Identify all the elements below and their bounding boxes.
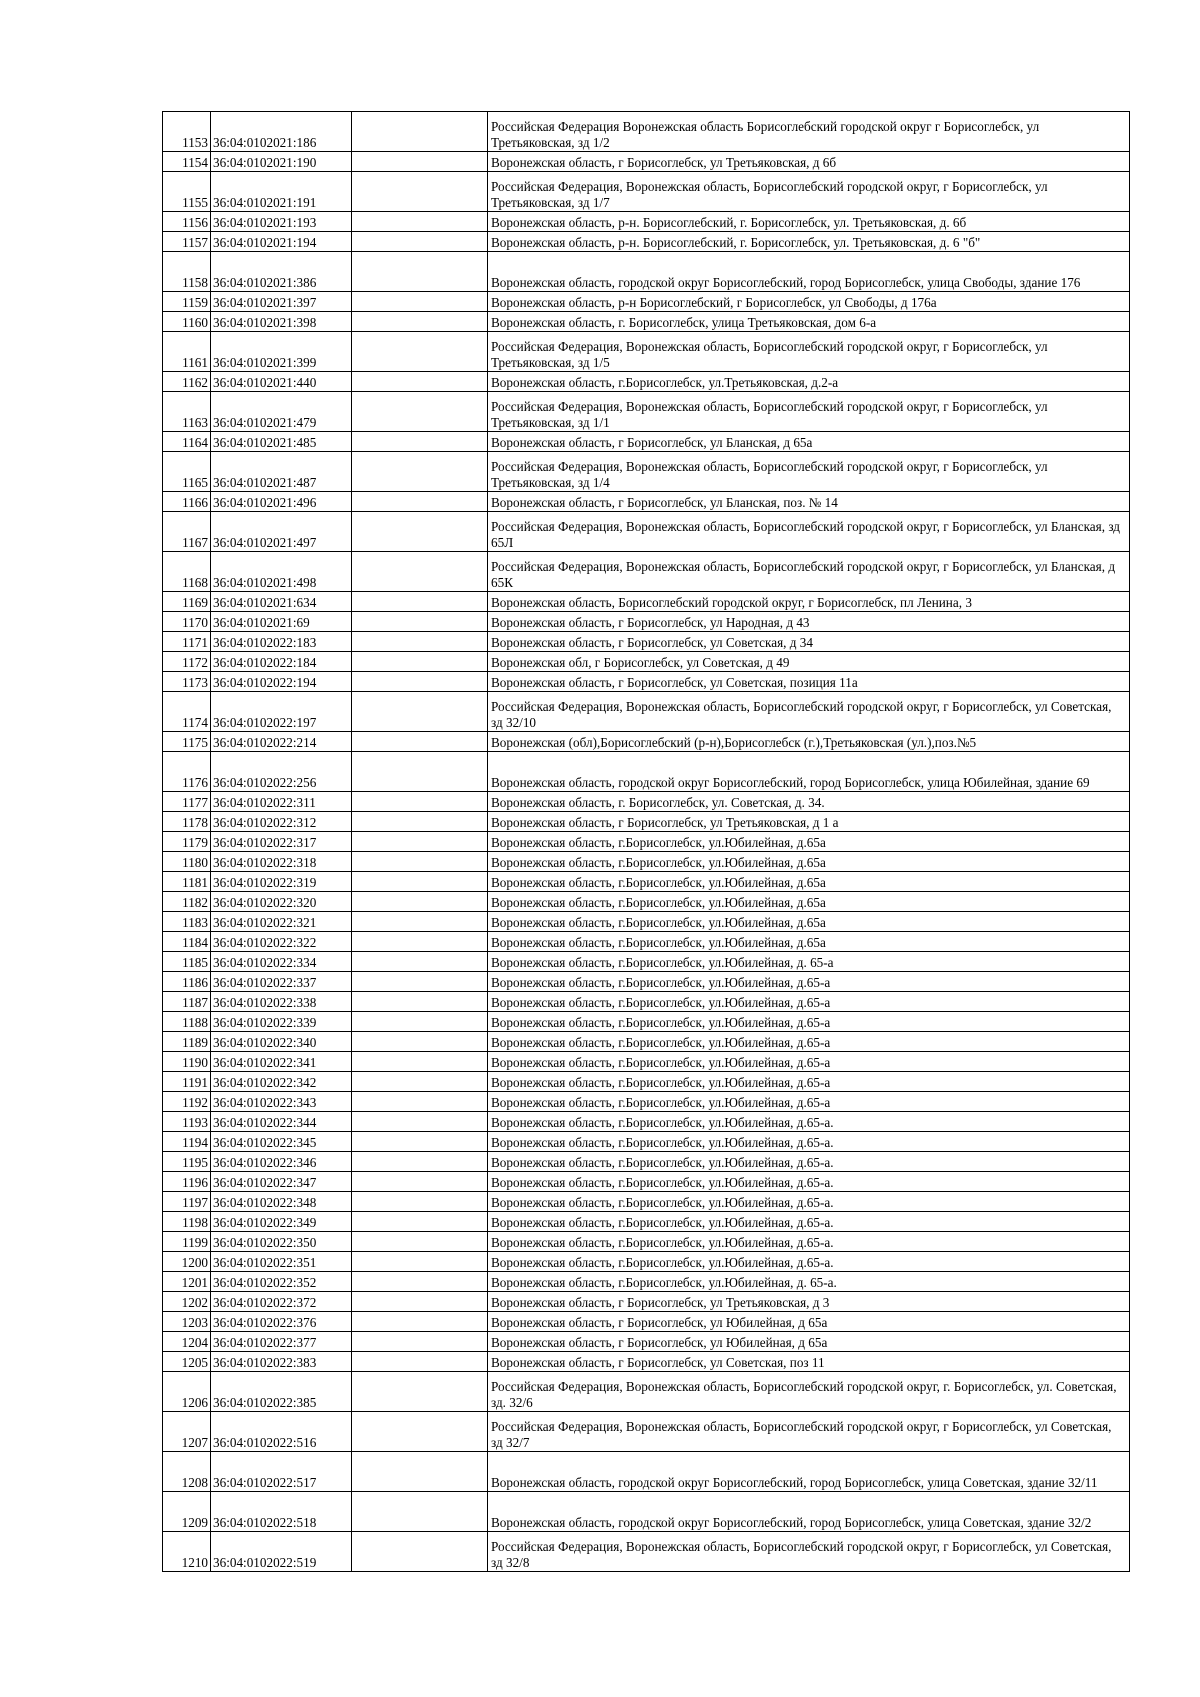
row-number-cell: 1169 — [163, 592, 211, 612]
cadastral-number-cell: 36:04:0102022:256 — [211, 752, 352, 792]
address-cell: Воронежская (обл),Борисоглебский (р-н),Борисоглебск (г.),Третьяковская (ул.),поз.№5 — [488, 732, 1130, 752]
address-cell: Российская Федерация, Воронежская область, Борисоглебский городской округ, г Борисоглебск, ул Третьяковская, зд 1/7 — [488, 172, 1130, 212]
table-row — [163, 652, 1130, 672]
row-number-cell: 1182 — [163, 892, 211, 912]
cadastral-number-cell: 36:04:0102022:347 — [211, 1172, 352, 1192]
address-cell: Воронежская область, г Борисоглебск, ул Бланская, д 65а — [488, 432, 1130, 452]
address-cell: Воронежская область, г.Борисоглебск, ул.Юбилейная, д.65-а — [488, 1052, 1130, 1072]
cadastral-number-cell: 36:04:0102022:351 — [211, 1252, 352, 1272]
row-number-cell: 1209 — [163, 1492, 211, 1532]
cadastral-number-cell: 36:04:0102022:197 — [211, 692, 352, 732]
empty-cell — [352, 232, 488, 252]
address-cell: Воронежская область, г. Борисоглебск, ул. Советская, д. 34. — [488, 792, 1130, 812]
address-cell: Воронежская область, г Борисоглебск, ул Юбилейная, д 65а — [488, 1332, 1130, 1352]
empty-cell — [352, 1252, 488, 1272]
cadastral-number-cell: 36:04:0102022:321 — [211, 912, 352, 932]
row-number-cell: 1194 — [163, 1132, 211, 1152]
empty-cell — [352, 292, 488, 312]
row-number-cell: 1153 — [163, 112, 211, 152]
table-row — [163, 1532, 1130, 1572]
cadastral-number-cell: 36:04:0102021:485 — [211, 432, 352, 452]
row-number-cell: 1179 — [163, 832, 211, 852]
address-cell: Воронежская область, р-н Борисоглебский, г Борисоглебск, ул Свободы, д 176а — [488, 292, 1130, 312]
address-cell: Российская Федерация, Воронежская область, Борисоглебский городской округ, г Борисоглебск, ул Третьяковская, зд 1/1 — [488, 392, 1130, 432]
address-cell: Российская Федерация, Воронежская область, Борисоглебский городской округ, г Борисоглебск, ул Третьяковская, зд 1/4 — [488, 452, 1130, 492]
cadastral-number-cell: 36:04:0102022:516 — [211, 1412, 352, 1452]
row-number-cell: 1205 — [163, 1352, 211, 1372]
empty-cell — [352, 952, 488, 972]
table-row — [163, 972, 1130, 992]
address-cell: Воронежская область, р-н. Борисоглебский, г. Борисоглебск, ул. Третьяковская, д. 6 "б" — [488, 232, 1130, 252]
cadastral-number-cell: 36:04:0102022:377 — [211, 1332, 352, 1352]
address-cell: Воронежская область, г.Борисоглебск, ул.Юбилейная, д.65а — [488, 832, 1130, 852]
table-row — [163, 1332, 1130, 1352]
table-row — [163, 1032, 1130, 1052]
table-row — [163, 112, 1130, 152]
empty-cell — [352, 1292, 488, 1312]
table-row — [163, 1252, 1130, 1272]
table-row — [163, 1492, 1130, 1532]
empty-cell — [352, 872, 488, 892]
row-number-cell: 1206 — [163, 1372, 211, 1412]
cadastral-number-cell: 36:04:0102022:312 — [211, 812, 352, 832]
cadastral-number-cell: 36:04:0102022:376 — [211, 1312, 352, 1332]
table-row — [163, 752, 1130, 792]
cadastral-number-cell: 36:04:0102022:320 — [211, 892, 352, 912]
row-number-cell: 1167 — [163, 512, 211, 552]
empty-cell — [352, 1272, 488, 1292]
empty-cell — [352, 1172, 488, 1192]
row-number-cell: 1191 — [163, 1072, 211, 1092]
cadastral-number-cell: 36:04:0102021:398 — [211, 312, 352, 332]
address-cell: Российская Федерация, Воронежская область, Борисоглебский городской округ, г Борисоглебск, ул Бланская, зд 65Л — [488, 512, 1130, 552]
cadastral-number-cell: 36:04:0102021:193 — [211, 212, 352, 232]
table-row — [163, 1352, 1130, 1372]
row-number-cell: 1154 — [163, 152, 211, 172]
empty-cell — [352, 552, 488, 592]
table-row — [163, 612, 1130, 632]
row-number-cell: 1161 — [163, 332, 211, 372]
row-number-cell: 1204 — [163, 1332, 211, 1352]
empty-cell — [352, 1072, 488, 1092]
row-number-cell: 1162 — [163, 372, 211, 392]
row-number-cell: 1184 — [163, 932, 211, 952]
address-cell: Воронежская область, г.Борисоглебск, ул.Юбилейная, д.65-а. — [488, 1112, 1130, 1132]
table-row — [163, 492, 1130, 512]
cadastral-number-cell: 36:04:0102021:399 — [211, 332, 352, 372]
cadastral-number-cell: 36:04:0102022:183 — [211, 632, 352, 652]
address-cell: Российская Федерация, Воронежская область, Борисоглебский городской округ, г Борисоглебск, ул Советская, зд 32/7 — [488, 1412, 1130, 1452]
empty-cell — [352, 1492, 488, 1532]
address-cell: Воронежская область, г.Борисоглебск, ул.Юбилейная, д.65-а — [488, 992, 1130, 1012]
cadastral-number-cell: 36:04:0102022:385 — [211, 1372, 352, 1412]
empty-cell — [352, 692, 488, 732]
address-cell: Воронежская область, г.Борисоглебск, ул.Юбилейная, д.65а — [488, 872, 1130, 892]
table-row — [163, 1072, 1130, 1092]
row-number-cell: 1195 — [163, 1152, 211, 1172]
cadastral-number-cell: 36:04:0102022:344 — [211, 1112, 352, 1132]
cadastral-number-cell: 36:04:0102022:348 — [211, 1192, 352, 1212]
empty-cell — [352, 332, 488, 372]
address-cell: Воронежская область, г.Борисоглебск, ул.Юбилейная, д.65-а. — [488, 1132, 1130, 1152]
address-cell: Воронежская область, г Борисоглебск, ул Советская, поз 11 — [488, 1352, 1130, 1372]
empty-cell — [352, 1092, 488, 1112]
table-row — [163, 1112, 1130, 1132]
row-number-cell: 1176 — [163, 752, 211, 792]
row-number-cell: 1171 — [163, 632, 211, 652]
address-cell: Российская Федерация, Воронежская область, Борисоглебский городской округ, г Борисоглебск, ул Бланская, д 65К — [488, 552, 1130, 592]
table-row — [163, 1372, 1130, 1412]
table-row — [163, 1272, 1130, 1292]
empty-cell — [352, 1032, 488, 1052]
empty-cell — [352, 1152, 488, 1172]
table-row — [163, 432, 1130, 452]
cadastral-number-cell: 36:04:0102022:383 — [211, 1352, 352, 1372]
empty-cell — [352, 1112, 488, 1132]
table-row — [163, 372, 1130, 392]
empty-cell — [352, 212, 488, 232]
address-cell: Воронежская область, г.Борисоглебск, ул.Юбилейная, д.65а — [488, 932, 1130, 952]
empty-cell — [352, 632, 488, 652]
table-row — [163, 672, 1130, 692]
cadastral-number-cell: 36:04:0102022:337 — [211, 972, 352, 992]
row-number-cell: 1210 — [163, 1532, 211, 1572]
empty-cell — [352, 1132, 488, 1152]
address-cell: Воронежская область, г.Борисоглебск, ул.Юбилейная, д.65-а. — [488, 1252, 1130, 1272]
empty-cell — [352, 1452, 488, 1492]
cadastral-number-cell: 36:04:0102022:317 — [211, 832, 352, 852]
empty-cell — [352, 672, 488, 692]
row-number-cell: 1177 — [163, 792, 211, 812]
cadastral-number-cell: 36:04:0102022:194 — [211, 672, 352, 692]
cadastral-number-cell: 36:04:0102022:518 — [211, 1492, 352, 1532]
address-cell: Воронежская область, городской округ Борисоглебский, город Борисоглебск, улица Юбилейная, здание 69 — [488, 752, 1130, 792]
address-cell: Воронежская область, Борисоглебский городской округ, г Борисоглебск, пл Ленина, 3 — [488, 592, 1130, 612]
table-row — [163, 872, 1130, 892]
cadastral-number-cell: 36:04:0102022:184 — [211, 652, 352, 672]
row-number-cell: 1187 — [163, 992, 211, 1012]
cadastral-number-cell: 36:04:0102021:498 — [211, 552, 352, 592]
address-cell: Воронежская область, г.Борисоглебск, ул.Юбилейная, д. 65-а. — [488, 1272, 1130, 1292]
cadastral-number-cell: 36:04:0102021:634 — [211, 592, 352, 612]
address-cell: Воронежская область, г.Борисоглебск, ул.Юбилейная, д.65а — [488, 912, 1130, 932]
empty-cell — [352, 1352, 488, 1372]
address-cell: Воронежская обл, г Борисоглебск, ул Советская, д 49 — [488, 652, 1130, 672]
table-row — [163, 212, 1130, 232]
row-number-cell: 1164 — [163, 432, 211, 452]
table-row — [163, 952, 1130, 972]
row-number-cell: 1155 — [163, 172, 211, 212]
table-row — [163, 232, 1130, 252]
row-number-cell: 1170 — [163, 612, 211, 632]
address-cell: Воронежская область, г. Борисоглебск, улица Третьяковская, дом 6-а — [488, 312, 1130, 332]
empty-cell — [352, 492, 488, 512]
empty-cell — [352, 832, 488, 852]
address-cell: Воронежская область, г.Борисоглебск, ул.Юбилейная, д.65-а — [488, 972, 1130, 992]
cadastral-number-cell: 36:04:0102021:479 — [211, 392, 352, 432]
cadastral-number-cell: 36:04:0102021:186 — [211, 112, 352, 152]
row-number-cell: 1188 — [163, 1012, 211, 1032]
row-number-cell: 1185 — [163, 952, 211, 972]
address-cell: Воронежская область, г.Борисоглебск, ул.Юбилейная, д.65а — [488, 892, 1130, 912]
table-row — [163, 892, 1130, 912]
empty-cell — [352, 852, 488, 872]
cadastral-number-cell: 36:04:0102021:191 — [211, 172, 352, 212]
empty-cell — [352, 912, 488, 932]
cadastral-number-cell: 36:04:0102022:338 — [211, 992, 352, 1012]
cadastral-number-cell: 36:04:0102022:342 — [211, 1072, 352, 1092]
empty-cell — [352, 452, 488, 492]
address-cell: Воронежская область, г.Борисоглебск, ул.Юбилейная, д.65-а. — [488, 1152, 1130, 1172]
table-row — [163, 1052, 1130, 1072]
row-number-cell: 1157 — [163, 232, 211, 252]
address-cell: Воронежская область, г Борисоглебск, ул Третьяковская, д 6б — [488, 152, 1130, 172]
empty-cell — [352, 1192, 488, 1212]
cadastral-number-cell: 36:04:0102022:339 — [211, 1012, 352, 1032]
empty-cell — [352, 792, 488, 812]
empty-cell — [352, 1412, 488, 1452]
table-row — [163, 692, 1130, 732]
row-number-cell: 1201 — [163, 1272, 211, 1292]
table-row — [163, 1012, 1130, 1032]
empty-cell — [352, 892, 488, 912]
table-row — [163, 1292, 1130, 1312]
cadastral-number-cell: 36:04:0102022:372 — [211, 1292, 352, 1312]
address-cell: Воронежская область, р-н. Борисоглебский, г. Борисоглебск, ул. Третьяковская, д. 6б — [488, 212, 1130, 232]
empty-cell — [352, 932, 488, 952]
cadastral-number-cell: 36:04:0102022:345 — [211, 1132, 352, 1152]
table-row — [163, 732, 1130, 752]
empty-cell — [352, 652, 488, 672]
row-number-cell: 1197 — [163, 1192, 211, 1212]
cadastral-number-cell: 36:04:0102022:334 — [211, 952, 352, 972]
cadastral-number-cell: 36:04:0102022:346 — [211, 1152, 352, 1172]
empty-cell — [352, 252, 488, 292]
table-row — [163, 1232, 1130, 1252]
empty-cell — [352, 752, 488, 792]
cadastral-number-cell: 36:04:0102022:352 — [211, 1272, 352, 1292]
address-cell: Воронежская область, г Борисоглебск, ул Третьяковская, д 1 а — [488, 812, 1130, 832]
address-cell: Воронежская область, городской округ Борисоглебский, город Борисоглебск, улица Советская, здание 32/11 — [488, 1452, 1130, 1492]
row-number-cell: 1165 — [163, 452, 211, 492]
row-number-cell: 1173 — [163, 672, 211, 692]
table-row — [163, 292, 1130, 312]
empty-cell — [352, 1012, 488, 1032]
row-number-cell: 1180 — [163, 852, 211, 872]
table-row — [163, 1312, 1130, 1332]
empty-cell — [352, 372, 488, 392]
empty-cell — [352, 432, 488, 452]
table-row — [163, 332, 1130, 372]
address-cell: Воронежская область, г Борисоглебск, ул Бланская, поз. № 14 — [488, 492, 1130, 512]
table-row — [163, 252, 1130, 292]
address-cell: Российская Федерация, Воронежская область, Борисоглебский городской округ, г Борисоглебск, ул Третьяковская, зд 1/5 — [488, 332, 1130, 372]
row-number-cell: 1207 — [163, 1412, 211, 1452]
row-number-cell: 1196 — [163, 1172, 211, 1192]
table-row — [163, 172, 1130, 212]
empty-cell — [352, 1232, 488, 1252]
row-number-cell: 1192 — [163, 1092, 211, 1112]
empty-cell — [352, 992, 488, 1012]
empty-cell — [352, 152, 488, 172]
address-cell: Воронежская область, городской округ Борисоглебский, город Борисоглебск, улица Свободы, здание 176 — [488, 252, 1130, 292]
empty-cell — [352, 1372, 488, 1412]
row-number-cell: 1175 — [163, 732, 211, 752]
address-cell: Воронежская область, г.Борисоглебск, ул.Юбилейная, д.65-а — [488, 1012, 1130, 1032]
cadastral-table-body — [163, 112, 1130, 1572]
cadastral-number-cell: 36:04:0102021:487 — [211, 452, 352, 492]
table-row — [163, 152, 1130, 172]
table-row — [163, 1192, 1130, 1212]
row-number-cell: 1181 — [163, 872, 211, 892]
cadastral-number-cell: 36:04:0102021:69 — [211, 612, 352, 632]
table-row — [163, 1092, 1130, 1112]
cadastral-number-cell: 36:04:0102021:397 — [211, 292, 352, 312]
row-number-cell: 1183 — [163, 912, 211, 932]
cadastral-number-cell: 36:04:0102022:319 — [211, 872, 352, 892]
cadastral-number-cell: 36:04:0102022:343 — [211, 1092, 352, 1112]
row-number-cell: 1166 — [163, 492, 211, 512]
row-number-cell: 1198 — [163, 1212, 211, 1232]
address-cell: Воронежская область, г.Борисоглебск, ул.Юбилейная, д.65-а. — [488, 1172, 1130, 1192]
row-number-cell: 1159 — [163, 292, 211, 312]
row-number-cell: 1156 — [163, 212, 211, 232]
cadastral-number-cell: 36:04:0102022:340 — [211, 1032, 352, 1052]
empty-cell — [352, 1312, 488, 1332]
address-cell: Воронежская область, г.Борисоглебск, ул.Третьяковская, д.2-а — [488, 372, 1130, 392]
cadastral-number-cell: 36:04:0102021:194 — [211, 232, 352, 252]
empty-cell — [352, 1052, 488, 1072]
empty-cell — [352, 312, 488, 332]
row-number-cell: 1172 — [163, 652, 211, 672]
table-row — [163, 452, 1130, 492]
cadastral-number-cell: 36:04:0102021:496 — [211, 492, 352, 512]
row-number-cell: 1202 — [163, 1292, 211, 1312]
row-number-cell: 1158 — [163, 252, 211, 292]
cadastral-number-cell: 36:04:0102021:386 — [211, 252, 352, 292]
row-number-cell: 1208 — [163, 1452, 211, 1492]
address-cell: Воронежская область, г.Борисоглебск, ул.Юбилейная, д.65-а. — [488, 1212, 1130, 1232]
row-number-cell: 1163 — [163, 392, 211, 432]
address-cell: Российская Федерация, Воронежская область, Борисоглебский городской округ, г Борисоглебск, ул Советская, зд 32/8 — [488, 1532, 1130, 1572]
table-row — [163, 792, 1130, 812]
table-row — [163, 1412, 1130, 1452]
row-number-cell: 1189 — [163, 1032, 211, 1052]
cadastral-number-cell: 36:04:0102022:349 — [211, 1212, 352, 1232]
table-row — [163, 852, 1130, 872]
table-row — [163, 992, 1130, 1012]
empty-cell — [352, 972, 488, 992]
row-number-cell: 1174 — [163, 692, 211, 732]
address-cell: Воронежская область, городской округ Борисоглебский, город Борисоглебск, улица Советская, здание 32/2 — [488, 1492, 1130, 1532]
table-row — [163, 632, 1130, 652]
cadastral-number-cell: 36:04:0102021:497 — [211, 512, 352, 552]
cadastral-number-cell: 36:04:0102022:341 — [211, 1052, 352, 1072]
row-number-cell: 1193 — [163, 1112, 211, 1132]
empty-cell — [352, 1332, 488, 1352]
address-cell: Воронежская область, г Борисоглебск, ул Юбилейная, д 65а — [488, 1312, 1130, 1332]
cadastral-number-cell: 36:04:0102022:214 — [211, 732, 352, 752]
table-row — [163, 392, 1130, 432]
table-row — [163, 1152, 1130, 1172]
empty-cell — [352, 392, 488, 432]
table-row — [163, 1452, 1130, 1492]
table-row — [163, 552, 1130, 592]
table-row — [163, 932, 1130, 952]
table-row — [163, 1212, 1130, 1232]
empty-cell — [352, 732, 488, 752]
address-cell: Российская Федерация, Воронежская область, Борисоглебский городской округ, г. Борисоглебск, ул. Советская, зд. 32/6 — [488, 1372, 1130, 1412]
row-number-cell: 1199 — [163, 1232, 211, 1252]
cadastral-number-cell: 36:04:0102022:318 — [211, 852, 352, 872]
address-cell: Воронежская область, г.Борисоглебск, ул.Юбилейная, д.65-а. — [488, 1232, 1130, 1252]
address-cell: Воронежская область, г.Борисоглебск, ул.Юбилейная, д.65-а — [488, 1032, 1130, 1052]
cadastral-table — [162, 111, 1130, 1572]
table-row — [163, 1172, 1130, 1192]
empty-cell — [352, 812, 488, 832]
address-cell: Воронежская область, г.Борисоглебск, ул.Юбилейная, д.65-а — [488, 1092, 1130, 1112]
table-row — [163, 832, 1130, 852]
table-row — [163, 592, 1130, 612]
table-row — [163, 1132, 1130, 1152]
address-cell: Воронежская область, г.Борисоглебск, ул.Юбилейная, д.65-а. — [488, 1192, 1130, 1212]
table-row — [163, 312, 1130, 332]
row-number-cell: 1200 — [163, 1252, 211, 1272]
row-number-cell: 1160 — [163, 312, 211, 332]
address-cell: Воронежская область, г Борисоглебск, ул Советская, позиция 11а — [488, 672, 1130, 692]
address-cell: Воронежская область, г Борисоглебск, ул Третьяковская, д 3 — [488, 1292, 1130, 1312]
cadastral-number-cell: 36:04:0102022:350 — [211, 1232, 352, 1252]
cadastral-number-cell: 36:04:0102021:440 — [211, 372, 352, 392]
cadastral-number-cell: 36:04:0102022:519 — [211, 1532, 352, 1572]
row-number-cell: 1190 — [163, 1052, 211, 1072]
row-number-cell: 1203 — [163, 1312, 211, 1332]
empty-cell — [352, 172, 488, 212]
address-cell: Воронежская область, г.Борисоглебск, ул.Юбилейная, д.65а — [488, 852, 1130, 872]
empty-cell — [352, 1212, 488, 1232]
address-cell: Воронежская область, г Борисоглебск, ул Советская, д 34 — [488, 632, 1130, 652]
empty-cell — [352, 1532, 488, 1572]
cadastral-number-cell: 36:04:0102021:190 — [211, 152, 352, 172]
address-cell: Воронежская область, г.Борисоглебск, ул.Юбилейная, д. 65-а — [488, 952, 1130, 972]
empty-cell — [352, 512, 488, 552]
address-cell: Воронежская область, г Борисоглебск, ул Народная, д 43 — [488, 612, 1130, 632]
table-row — [163, 812, 1130, 832]
empty-cell — [352, 612, 488, 632]
address-cell: Российская Федерация, Воронежская область, Борисоглебский городской округ, г Борисоглебск, ул Советская, зд 32/10 — [488, 692, 1130, 732]
row-number-cell: 1186 — [163, 972, 211, 992]
table-row — [163, 912, 1130, 932]
cadastral-number-cell: 36:04:0102022:517 — [211, 1452, 352, 1492]
table-row — [163, 512, 1130, 552]
row-number-cell: 1178 — [163, 812, 211, 832]
cadastral-number-cell: 36:04:0102022:311 — [211, 792, 352, 812]
empty-cell — [352, 592, 488, 612]
empty-cell — [352, 112, 488, 152]
address-cell: Воронежская область, г.Борисоглебск, ул.Юбилейная, д.65-а — [488, 1072, 1130, 1092]
address-cell: Российская Федерация Воронежская область Борисоглебский городской округ г Борисоглебск, ул Третьяковская, зд 1/2 — [488, 112, 1130, 152]
cadastral-number-cell: 36:04:0102022:322 — [211, 932, 352, 952]
row-number-cell: 1168 — [163, 552, 211, 592]
